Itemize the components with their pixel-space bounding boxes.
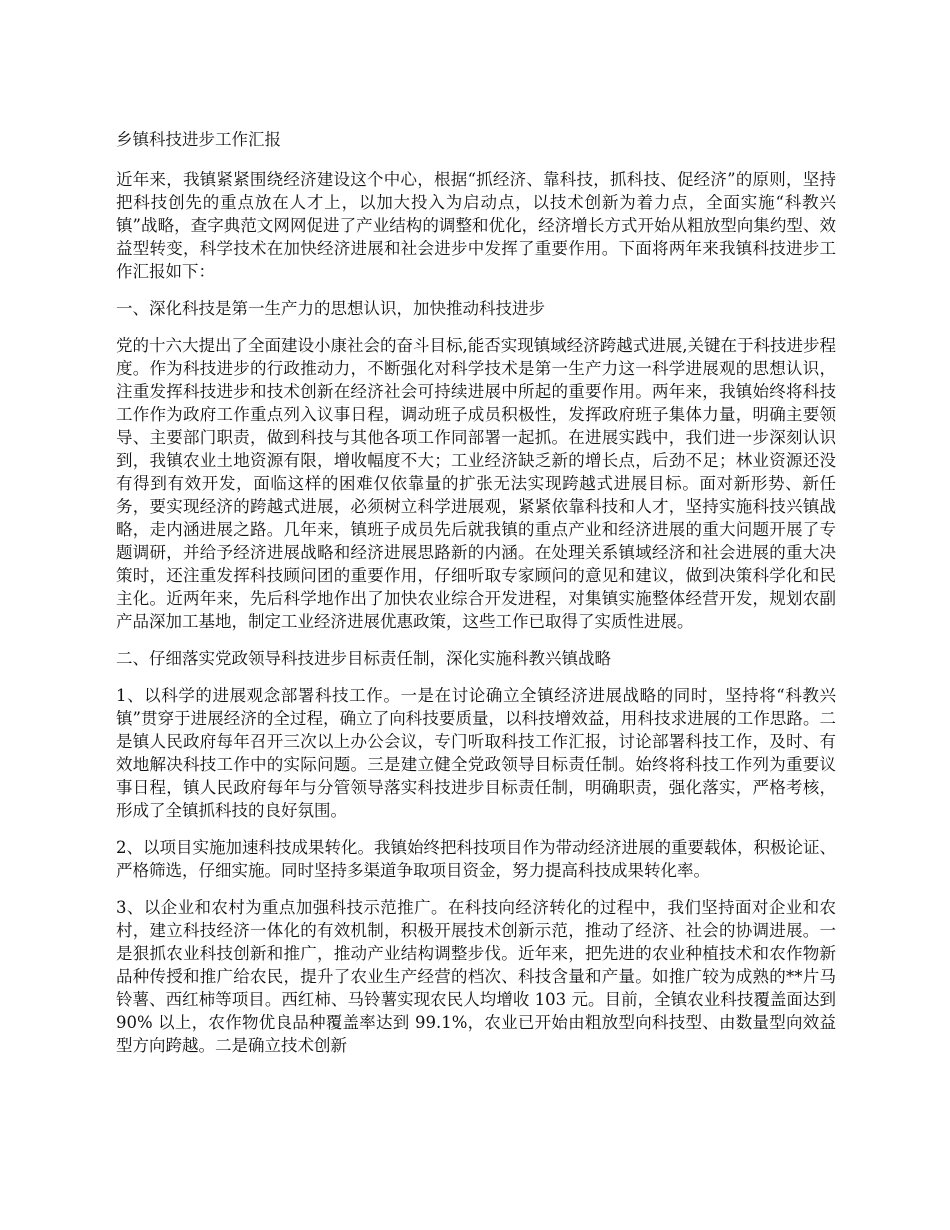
document-title: 乡镇科技进步工作汇报 [116,130,281,149]
document-page [116,128,836,1071]
paragraph-item-1: 1、以科学的进展观念部署科技工作。一是在讨论确立全镇经济进展战略的同时，坚持将“科教兴镇”贯穿于进展经济的全过程，确立了向科技要质量，以科技增效益，用科技求进展的工作思路。二是镇人民政府每年召开三次以上办公会议，专门听取科技工作汇报，讨论部署科技工作，及时、有效地解决科技工作中的实际问题。三是建立健全党政领导目标责任制。始终将科技工作列为重要议事日程，镇人民政府每年与分管领导落实科技进步目标责任制，明确职责，强化落实，严格考核，形成了全镇抓科技的良好氛围。 [116,686,836,820]
paragraph-item-3: 3、以企业和农村为重点加强科技示范推广。在科技向经济转化的过程中，我们坚持面对企业和农村，建立科技经济一体化的有效机制，积极开展技术创新示范，推动了经济、社会的协调进展。一是狠抓农业科技创新和推广，推动产业结构调整步伐。近年来，把先进的农业种植技术和农作物新品种传授和推广给农民，提升了农业生产经营的档次、科技含量和产量。如推广较为成熟的**片马铃薯、西红柿等项目。西红柿、马铃薯实现农民人均增收 103 元。目前，全镇农业科技覆盖面达到 90% 以上，农作物优良品种覆盖率达到 99.1%，农业已开始由粗放型向科技型、由数量型向效益型方向跨越。二是确立技术创新 [116,898,836,1055]
paragraph-intro: 近年来，我镇紧紧围绕经济建设这个中心，根据“抓经济、靠科技，抓科技、促经济”的原则，坚持把科技创先的重点放在人才上，以加大投入为启动点，以技术创新为着力点，全面实施“科教兴镇”战略，查字典范文网网促进了产业结构的调整和优化，经济增长方式开始从粗放型向集约型、效益型转变，科学技术在加快经济进展和社会进步中发挥了重要作用。下面将两年来我镇科技进步工作汇报如下： [116,170,836,281]
paragraph-item-2: 2、以项目实施加速科技成果转化。我镇始终把科技项目作为带动经济进展的重要载体，积极论证、严格筛选，仔细实施。同时坚持多渠道争取项目资金，努力提高科技成果转化率。 [116,838,836,880]
section-heading-1: 一、深化科技是第一生产力的思想认识，加快推动科技进步 [116,299,545,318]
paragraph-section-1: 党的十六大提出了全面建设小康社会的奋斗目标,能否实现镇域经济跨越式进展,关键在于科技进步程度。作为科技进步的行政推动力，不断强化对科学技术是第一生产力这一科学进展观的思想认识，注重发挥科技进步和技术创新在经济社会可持续进展中所起的重要作用。两年来，我镇始终将科技工作作为政府工作重点列入议事日程，调动班子成员积极性，发挥政府班子集体力量，明确主要领导、主要部门职责，做到科技与其他各项工作同部署一起抓。在进展实践中，我们进一步深刻认识到，我镇农业土地资源有限，增收幅度不大；工业经济缺乏新的增长点，后劲不足；林业资源还没有得到有效开发，面临这样的困难仅依靠量的扩张无法实现跨越式进展目标。面对新形势、新任务，要实现经济的跨越式进展，必须树立科学进展观，紧紧依靠科技和人才，坚持实施科技兴镇战略，走内涵进展之路。几年来，镇班子成员先后就我镇的重点产业和经济进展的重大问题开展了专题调研，并给予经济进展战略和经济进展思路新的内涵。在处理关系镇域经济和社会进展的重大决策时，还注重发挥科技顾问团的重要作用，仔细听取专家顾问的意见和建议，做到决策科学化和民主化。近两年来，先后科学地作出了加快农业综合开发进程，对集镇实施整体经营开发，规划农副产品深加工基地，制定工业经济进展优惠政策，这些工作已取得了实质性进展。 [116,336,836,631]
section-heading-2: 二、仔细落实党政领导科技进步目标责任制，深化实施科教兴镇战略 [116,649,611,668]
